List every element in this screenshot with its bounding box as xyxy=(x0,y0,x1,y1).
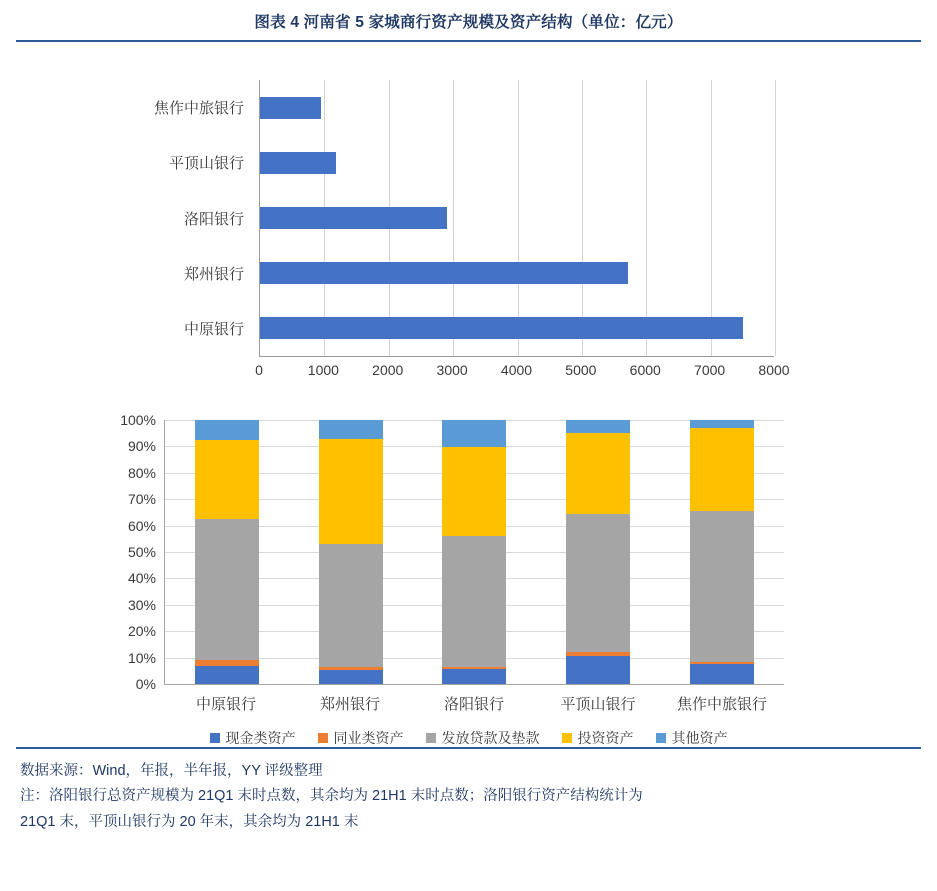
stack-segment xyxy=(442,447,506,536)
bar-category-label: 洛阳银行 xyxy=(183,209,244,228)
legend-item[interactable] xyxy=(210,728,296,748)
stack-segment xyxy=(195,440,259,519)
x-tick-label: 8000 xyxy=(758,362,790,378)
bar xyxy=(260,317,743,339)
stack-segment xyxy=(690,420,754,428)
stack-segment xyxy=(566,514,630,652)
asset-structure-stacked-chart xyxy=(16,402,921,747)
source-line: 数据来源：Wind，年报，半年报，YY 评级整理 xyxy=(20,763,323,779)
legend-label: 现金类资产 xyxy=(225,731,296,747)
bar xyxy=(260,97,321,119)
x-category-label: 平顶山银行 xyxy=(560,695,636,713)
stack-segment xyxy=(319,439,383,545)
bar-chart-x-axis-line xyxy=(259,356,774,357)
y-tick-label: 60% xyxy=(127,517,156,534)
legend-label: 同业类资产 xyxy=(333,731,404,747)
legend-swatch xyxy=(318,733,328,743)
x-tick-label: 5000 xyxy=(565,362,597,378)
bar xyxy=(260,207,447,229)
y-tick-label: 0% xyxy=(135,676,156,692)
stack-segment xyxy=(195,420,259,440)
bar-chart-category-labels xyxy=(106,80,256,356)
x-tick-label: 0 xyxy=(255,362,263,378)
x-category-label: 中原银行 xyxy=(195,695,256,713)
y-tick-label: 40% xyxy=(127,570,156,587)
x-tick-label: 2000 xyxy=(372,362,404,378)
y-tick-label: 20% xyxy=(127,623,156,640)
stacked-chart-plot-area xyxy=(164,420,784,684)
bar-chart-bars xyxy=(260,80,774,356)
stack-segment xyxy=(442,669,506,684)
stack-segment xyxy=(690,511,754,662)
bar xyxy=(260,152,336,174)
legend-label: 投资资产 xyxy=(577,731,634,747)
x-tick-label: 3000 xyxy=(436,362,468,378)
x-category-label: 洛阳银行 xyxy=(443,695,504,713)
stack-segment xyxy=(195,666,259,684)
x-tick-label: 1000 xyxy=(307,362,339,378)
stack-segment xyxy=(690,428,754,511)
stacked-chart-x-labels xyxy=(164,687,784,719)
y-tick-label: 100% xyxy=(120,412,156,428)
stacked-column xyxy=(660,420,784,684)
legend-item[interactable] xyxy=(426,728,540,748)
stack-segment xyxy=(566,433,630,514)
y-tick-label: 70% xyxy=(127,491,156,508)
legend-label: 发放贷款及垫款 xyxy=(441,731,540,747)
bar-row xyxy=(260,135,774,190)
stack-segment xyxy=(566,656,630,685)
y-tick-label: 50% xyxy=(127,544,156,560)
x-tick-label: 4000 xyxy=(500,362,533,378)
bar-category-label: 郑州银行 xyxy=(183,264,244,283)
stacked-column xyxy=(536,420,660,684)
x-category-label: 郑州银行 xyxy=(319,695,380,713)
y-tick-label: 10% xyxy=(127,649,156,666)
bar-chart-x-tick-labels xyxy=(255,358,790,384)
y-tick-label: 80% xyxy=(127,464,156,481)
x-tick-label: 6000 xyxy=(629,362,661,378)
title-divider xyxy=(16,40,921,42)
bar-category-label: 中原银行 xyxy=(183,319,244,338)
stacked-column xyxy=(413,420,537,684)
stack-segment xyxy=(442,536,506,667)
note-line-2: 21Q1 末，平顶山银行为 20 年末，其余均为 21H1 末 xyxy=(20,813,359,830)
stacked-column xyxy=(289,420,413,684)
y-tick-label: 90% xyxy=(127,438,156,455)
stack-segment xyxy=(319,670,383,684)
stack-segment xyxy=(690,664,754,684)
bar xyxy=(260,262,628,284)
stacked-chart-x-axis-line xyxy=(164,684,784,685)
stack-segment xyxy=(319,420,383,438)
legend-swatch xyxy=(562,733,572,743)
x-category-label: 焦作中旅银行 xyxy=(676,695,767,713)
bar-category-label: 焦作中旅银行 xyxy=(153,99,244,118)
legend-label: 其他资产 xyxy=(671,731,728,747)
legend-item[interactable] xyxy=(562,728,634,748)
stacked-chart-columns xyxy=(165,420,784,684)
stacked-chart-legend xyxy=(16,728,921,748)
stack-segment xyxy=(442,420,506,447)
note-line-1: 注：洛阳银行总资产规模为 21Q1 末时点数，其余均为 21H1 末时点数；洛阳银行资产结构统计为 xyxy=(20,788,643,805)
legend-item[interactable] xyxy=(318,728,404,748)
stacked-chart-y-tick-labels xyxy=(84,412,164,692)
legend-swatch xyxy=(426,733,436,743)
asset-scale-bar-chart xyxy=(16,50,921,400)
bar-category-label: 平顶山银行 xyxy=(168,154,244,173)
figure-card xyxy=(16,6,921,884)
y-tick-label: 30% xyxy=(127,596,156,613)
bar-row xyxy=(260,246,774,301)
figure-title: 图表 4 河南省 5 家城商行资产规模及资产结构（单位：亿元） xyxy=(254,14,683,31)
stack-segment xyxy=(195,519,259,660)
gridline xyxy=(775,80,776,356)
bar-row xyxy=(260,80,774,135)
stack-segment xyxy=(566,420,630,433)
x-tick-label: 7000 xyxy=(694,362,726,378)
bar-chart-plot-area xyxy=(259,80,774,356)
legend-item[interactable] xyxy=(656,728,728,748)
bar-row xyxy=(260,190,774,245)
stack-segment xyxy=(319,544,383,666)
legend-swatch xyxy=(210,733,220,743)
bar-row xyxy=(260,301,774,356)
stacked-column xyxy=(165,420,289,684)
legend-swatch xyxy=(656,733,666,743)
figure-footer xyxy=(16,749,921,835)
